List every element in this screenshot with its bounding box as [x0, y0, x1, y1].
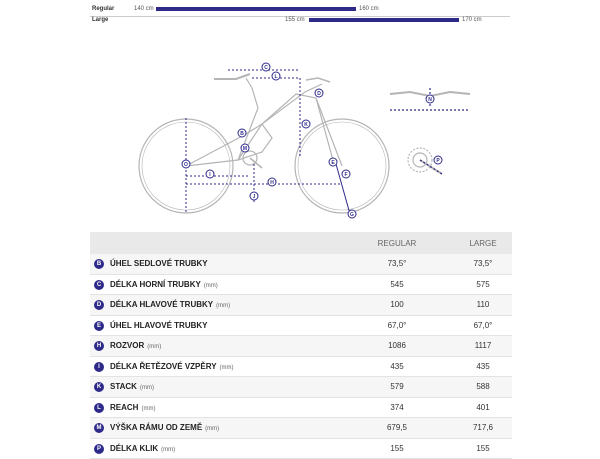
row-label: ROZVOR (mm) — [110, 341, 161, 350]
row-badge: K — [94, 382, 104, 392]
row-label: VÝŠKA RÁMU OD ZEMĚ (mm) — [110, 423, 219, 432]
table-row — [90, 357, 512, 378]
table-header — [90, 232, 512, 254]
marker-b — [238, 129, 246, 137]
value-regular: 73,5° — [352, 259, 442, 268]
marker-c — [262, 63, 270, 71]
size-max: 160 cm — [359, 2, 379, 16]
marker-f — [342, 170, 350, 178]
table-row — [90, 254, 512, 275]
table-body — [90, 254, 512, 459]
size-range-bar — [156, 7, 356, 11]
geometry-diagram — [0, 36, 600, 232]
svg-text:B: B — [240, 131, 244, 137]
svg-text:C: C — [264, 65, 268, 71]
value-regular: 545 — [352, 280, 442, 289]
dimension-lines — [186, 70, 350, 214]
svg-text:I: I — [209, 172, 211, 178]
svg-text:K: K — [304, 122, 308, 128]
value-large: 1117 — [438, 341, 528, 350]
row-badge: C — [94, 280, 104, 290]
size-name: Regular — [92, 2, 114, 16]
svg-text:N: N — [428, 97, 432, 103]
size-name: Large — [92, 13, 108, 27]
row-badge: P — [94, 444, 104, 454]
bike-outline — [139, 74, 389, 213]
marker-o — [182, 160, 190, 168]
marker-n — [426, 95, 434, 103]
geometry-table — [90, 232, 512, 459]
value-regular: 100 — [352, 300, 442, 309]
marker-g — [348, 210, 356, 218]
marker-m — [241, 144, 249, 152]
svg-text:O: O — [184, 162, 188, 168]
size-min: 155 cm — [285, 13, 305, 27]
svg-text:H: H — [270, 180, 274, 186]
letter-markers — [182, 63, 356, 218]
column-large: LARGE — [438, 239, 528, 248]
svg-text:L: L — [274, 74, 277, 80]
table-row — [90, 398, 512, 419]
size-range-bar — [309, 18, 459, 22]
table-row — [90, 316, 512, 337]
svg-text:J: J — [253, 194, 256, 200]
size-row-large — [0, 13, 600, 27]
marker-j — [250, 192, 258, 200]
value-large: 155 — [438, 444, 528, 453]
value-large: 575 — [438, 280, 528, 289]
value-regular: 374 — [352, 403, 442, 412]
table-row — [90, 418, 512, 439]
row-label: STACK (mm) — [110, 382, 154, 391]
table-row — [90, 295, 512, 316]
row-badge: M — [94, 423, 104, 433]
marker-l — [272, 72, 280, 80]
row-label: ÚHEL SEDLOVÉ TRUBKY — [110, 259, 211, 268]
marker-e — [329, 158, 337, 166]
row-badge: B — [94, 259, 104, 269]
row-label: DÉLKA HLAVOVÉ TRUBKY (mm) — [110, 300, 230, 309]
row-label: REACH (mm) — [110, 403, 155, 412]
table-row — [90, 439, 512, 459]
table-row — [90, 377, 512, 398]
row-badge: L — [94, 403, 104, 413]
marker-p — [434, 156, 442, 164]
svg-text:P: P — [436, 158, 440, 164]
svg-text:D: D — [317, 91, 321, 97]
svg-text:F: F — [344, 172, 347, 178]
svg-text:G: G — [350, 212, 354, 218]
size-min: 140 cm — [134, 2, 154, 16]
row-badge: D — [94, 300, 104, 310]
row-badge: I — [94, 362, 104, 372]
value-large: 110 — [438, 300, 528, 309]
marker-i — [206, 170, 214, 178]
value-regular: 679,5 — [352, 423, 442, 432]
value-regular: 1086 — [352, 341, 442, 350]
svg-text:M: M — [243, 146, 247, 152]
value-large: 67,0° — [438, 321, 528, 330]
svg-text:E: E — [331, 160, 335, 166]
row-label: DÉLKA ŘETĚZOVÉ VZPĚRY (mm) — [110, 362, 234, 371]
row-badge: E — [94, 321, 104, 331]
marker-d — [315, 89, 323, 97]
value-large: 73,5° — [438, 259, 528, 268]
marker-k — [302, 120, 310, 128]
value-large: 717,6 — [438, 423, 528, 432]
value-regular: 155 — [352, 444, 442, 453]
row-label: ÚHEL HLAVOVÉ TRUBKY — [110, 321, 211, 330]
value-regular: 435 — [352, 362, 442, 371]
table-row — [90, 275, 512, 296]
value-large: 401 — [438, 403, 528, 412]
row-label: DÉLKA KLIK (mm) — [110, 444, 175, 453]
size-range-panel — [0, 0, 600, 36]
column-regular: REGULAR — [352, 239, 442, 248]
marker-h — [268, 178, 276, 186]
value-large: 588 — [438, 382, 528, 391]
row-badge: H — [94, 341, 104, 351]
size-max: 170 cm — [462, 13, 482, 27]
table-row — [90, 336, 512, 357]
value-regular: 579 — [352, 382, 442, 391]
value-regular: 67,0° — [352, 321, 442, 330]
row-label: DÉLKA HORNÍ TRUBKY (mm) — [110, 280, 218, 289]
value-large: 435 — [438, 362, 528, 371]
